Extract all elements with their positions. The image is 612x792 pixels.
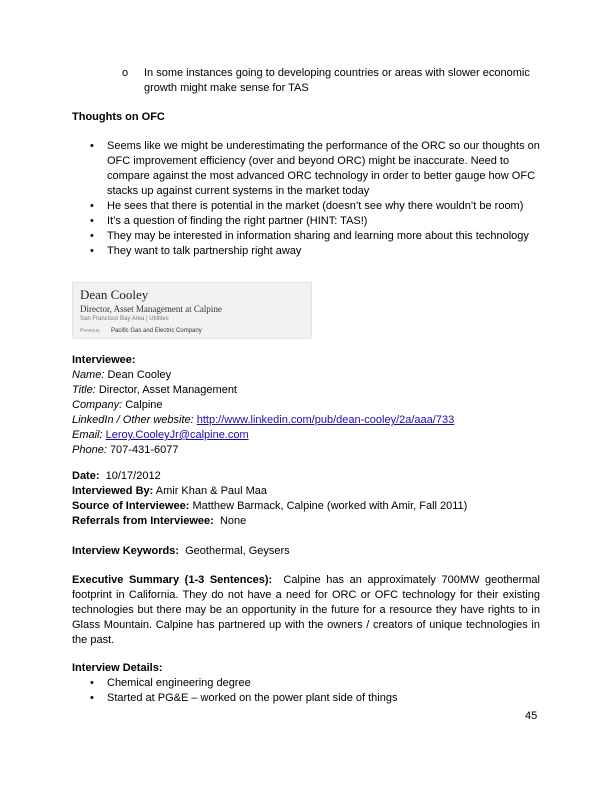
details-bullet-list (90, 676, 542, 706)
website-line: LinkedIn / Other website: http://www.linkedin.com/pub/dean-cooley/2a/aaa/733 (72, 414, 455, 426)
ofc-bullet-list (90, 139, 542, 259)
list-item: • Seems like we might be underestimating the performance of the ORC so our thoughts on OFC improvement efficiency (over and beyond ORC) might be inaccurate. Need to compare against the most advanced ORC technology in order to better gauge how OFC stacks up against current systems in the market today (90, 140, 540, 197)
email-line: Email: Leroy.CooleyJr@calpine.com (72, 429, 249, 441)
profile-previous-label: Previous (80, 328, 100, 334)
profile-location: San Francisco Bay Area | Utilities (80, 316, 169, 322)
list-item: • They may be interested in information sharing and learning more about this technology (90, 230, 529, 242)
bullet-icon: • (90, 215, 94, 227)
sub-bullet-text: In some instances going to developing countries or areas with slower economic growth might make sense for TAS (144, 67, 530, 94)
profile-title: Director, Asset Management at Calpine (80, 304, 222, 314)
list-item: • They want to talk partnership right away (90, 245, 302, 257)
interviewee-heading: Interviewee: (72, 354, 136, 366)
referrals-line: Referrals from Interviewee: None (72, 515, 247, 527)
list-item: • He sees that there is potential in the market (doesn’t see why there wouldn’t be room) (90, 200, 524, 212)
phone-line: Phone: 707-431-6077 (72, 444, 179, 456)
interviewed-by-line: Interviewed By: Amir Khan & Paul Maa (72, 485, 268, 497)
interviewee-title: Director, Asset Management (98, 384, 237, 396)
executive-summary: Executive Summary (1-3 Sentences): Calpine has an approximately 700MW geothermal footprint in California. They do not have a need for ORC or OFC technology for their existing technologies but there may be an opportunity in the future for a resource they have rights to in Glass Mountain. Calpine has partnered up with the owners / creators of unique technologies in the past. (72, 574, 540, 646)
date-line: Date: 10/17/2012 (72, 470, 161, 482)
source-line: Source of Interviewee: Matthew Barmack, Calpine (worked with Amir, Fall 2011) (72, 500, 468, 512)
interviewee-company: Calpine (125, 399, 163, 411)
profile-name: Dean Cooley (80, 287, 149, 302)
interview-date: 10/17/2012 (105, 470, 161, 482)
website-link[interactable]: http://www.linkedin.com/pub/dean-cooley/2a/aaa/733 (196, 414, 455, 426)
page-number: 45 (525, 710, 538, 722)
interviewee-phone: 707-431-6077 (109, 444, 179, 456)
keywords-value: Geothermal, Geysers (185, 545, 290, 557)
bullet-icon: • (90, 140, 94, 152)
title-line: Title: Director, Asset Management (72, 384, 237, 396)
bullet-icon: • (90, 677, 94, 689)
details-heading: Interview Details: (72, 662, 163, 674)
circle-bullet-icon: o (122, 67, 129, 79)
interview-meta (72, 469, 540, 529)
name-line: Name: Dean Cooley (72, 369, 172, 381)
email-link[interactable]: Leroy.CooleyJr@calpine.com (105, 429, 249, 441)
summary-text: Calpine has an approximately 700MW geothermal footprint in California. They do not have a need for ORC or OFC technology for their existing technologies but there may be an opportunity in the future for a resource they have rights to in Glass Mountain. Calpine has partnered up with the owners / creators of unique technologies in the past. (72, 574, 540, 646)
company-line: Company: Calpine (72, 399, 163, 411)
bullet-icon: • (90, 200, 94, 212)
bullet-icon: • (90, 692, 94, 704)
list-item: • Chemical engineering degree (90, 677, 251, 689)
bullet-icon: • (90, 230, 94, 242)
ofc-heading: Thoughts on OFC (72, 111, 165, 123)
profile-card (72, 282, 312, 339)
interviewee-block (72, 353, 540, 458)
keywords-line: Interview Keywords: Geothermal, Geysers (72, 545, 290, 557)
interviewee-name: Dean Cooley (107, 369, 172, 381)
list-item: • Started at PG&E – worked on the power plant side of things (90, 692, 398, 704)
list-item: • It’s a question of finding the right partner (HINT: TAS!) (90, 215, 368, 227)
bullet-icon: • (90, 245, 94, 257)
profile-previous-value: Pacific Gas and Electric Company (111, 328, 202, 334)
